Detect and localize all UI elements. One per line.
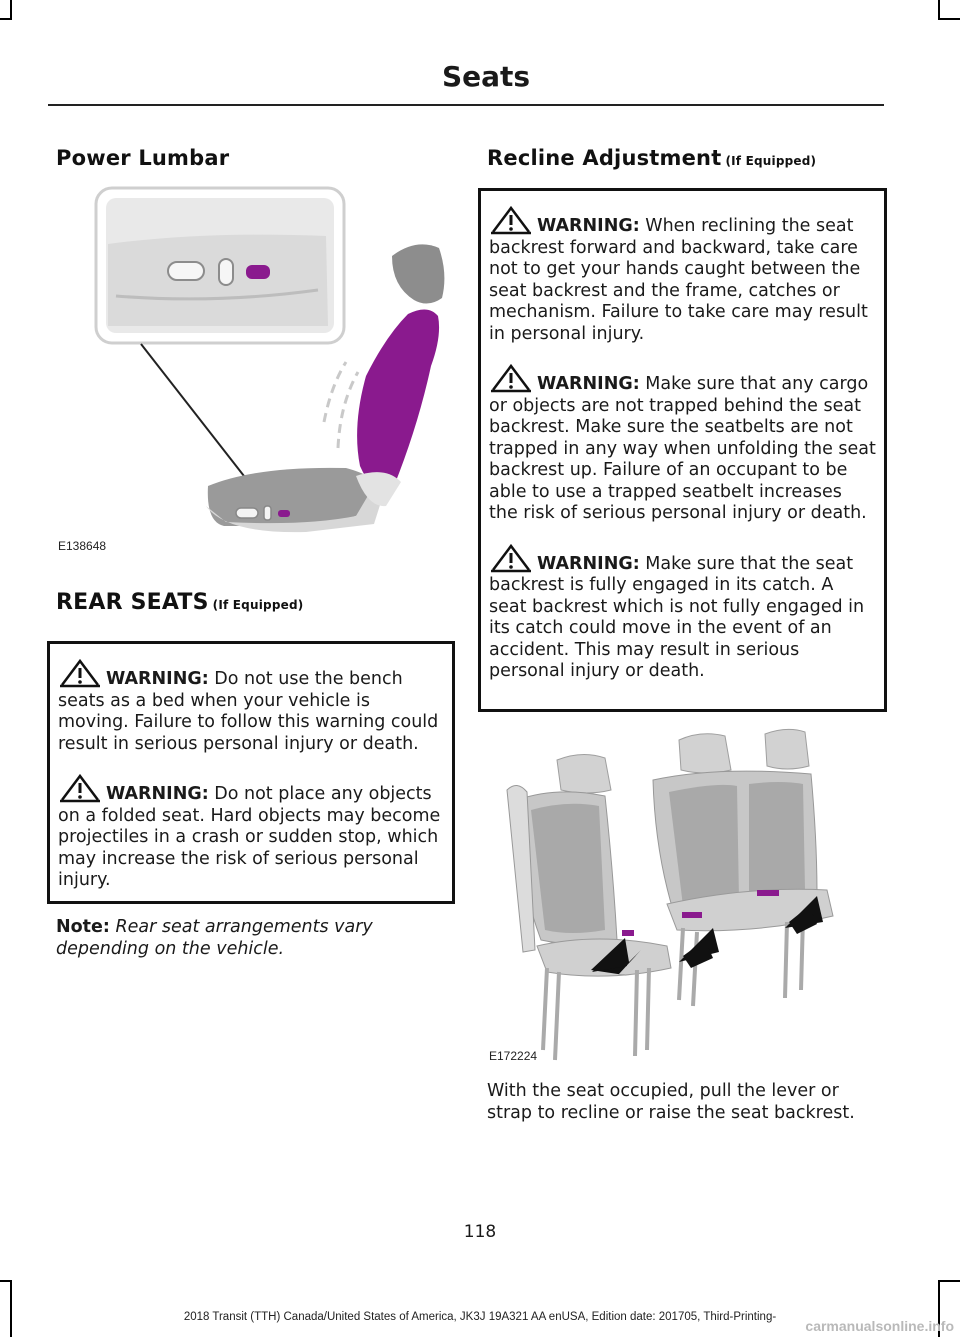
warning-triangle-icon [489, 543, 533, 573]
rear-seats-warning-box [47, 641, 455, 904]
recline-warning-box [478, 188, 887, 712]
crop-mark-bottom-left-v [10, 1280, 12, 1337]
crop-mark-top-left-v [10, 0, 12, 20]
warning-triangle-icon [489, 205, 533, 235]
warning-item: WARNING: Do not use the bench seats as a bed when your vehicle is moving. Failure to follow this warning could result in serious personal injury or death. [58, 658, 444, 755]
warning-item: WARNING: Make sure that the seat backrest is fully engaged in its catch. A seat backrest which is not fully engaged in its catch could move in the event of an accident. This may result in serious personal injury or death. [489, 543, 876, 683]
lumbar-figure-code: E138648 [58, 539, 107, 553]
crop-mark-bottom-right-h [938, 1280, 960, 1282]
page-number: 118 [463, 1222, 497, 1242]
rear-seats-heading-suffix: (If Equipped) [212, 598, 304, 612]
power-lumbar-figure [56, 186, 456, 558]
crop-mark-top-right-h [938, 18, 960, 20]
seats-figure-code: E172224 [489, 1049, 538, 1063]
warning-triangle-icon [489, 363, 533, 393]
recline-heading-suffix: (If Equipped) [725, 154, 817, 168]
power-lumbar-heading: Power Lumbar [56, 146, 230, 170]
note: Note: Rear seat arrangements vary depending on the vehicle. [56, 917, 373, 959]
recline-instruction: With the seat occupied, pull the lever or strap to recline or raise the seat backrest. [487, 1081, 855, 1123]
edition-footer: 2018 Transit (TTH) Canada/United States of America, JK3J 19A321 AA enUSA, Edition date: 201705, Third-Printing- [183, 1311, 777, 1323]
crop-mark-bottom-left-h [0, 1280, 12, 1282]
recline-adjustment-heading: Recline Adjustment (If Equipped) [487, 146, 817, 170]
crop-mark-top-left-h [0, 18, 12, 20]
warning-item: WARNING: Do not place any objects on a folded seat. Hard objects may become projectiles in a crash or sudden stop, which may increase the risk of serious personal injury. [58, 773, 444, 892]
warning-item: WARNING: When reclining the seat backrest forward and backward, take care not to get your hands caught between the seat backrest and the frame, catches or mechanism. Failure to take care may result in personal injury. [489, 205, 876, 345]
header-rule [48, 104, 884, 106]
warning-triangle-icon [58, 658, 102, 688]
rear-seats-figure [487, 700, 887, 1065]
warning-triangle-icon [58, 773, 102, 803]
rear-seats-heading: REAR SEATS (If Equipped) [56, 590, 304, 615]
warning-item: WARNING: Make sure that any cargo or objects are not trapped behind the seat backrest. Make sure the seatbelts are not trapped in any way when unfolding the seat backrest up. Failure of an occupant to be able to use a trapped seatbelt increases the risk of serious personal injury or death. [489, 363, 876, 525]
page-title: Seats [441, 60, 531, 93]
watermark: carmanualsonline.info [805, 1318, 954, 1334]
crop-mark-top-right-v [938, 0, 940, 20]
